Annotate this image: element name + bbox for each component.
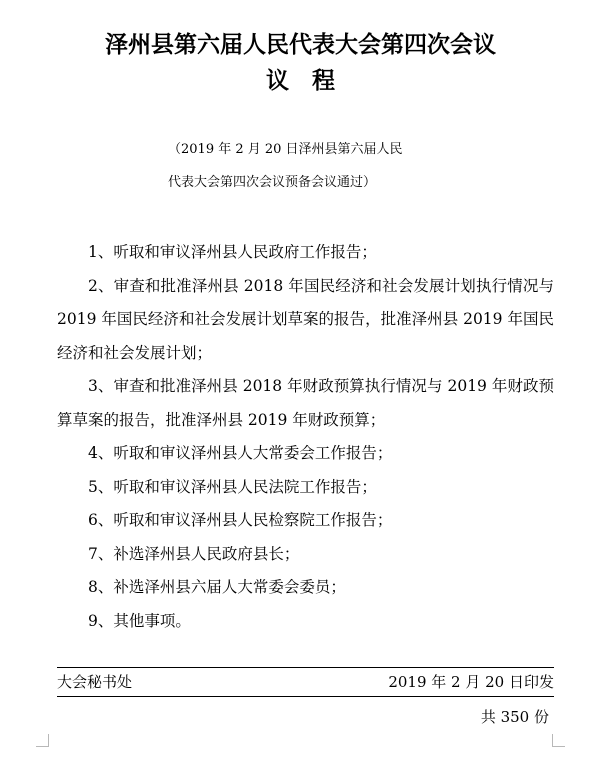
approval-note-line-2: 代表大会第四次会议预备会议通过） xyxy=(168,175,377,190)
agenda-item-8: 8、补选泽州县六届人大常委会委员； xyxy=(88,578,346,596)
footer-issuer: 大会秘书处 xyxy=(57,673,133,691)
agenda-item-4: 4、听取和审议泽州县人大常委会工作报告； xyxy=(88,444,393,462)
approval-note-line-1: （2019 年 2 月 20 日泽州县第六届人民 xyxy=(168,142,403,157)
margin-marker-right xyxy=(552,734,565,747)
margin-marker-left xyxy=(36,734,49,747)
agenda-item-1: 1、听取和审议泽州县人民政府工作报告； xyxy=(88,243,377,261)
agenda-item-2: 2、审查和批准泽州县 2018 年国民经济和社会发展计划执行情况与 2019 年国民经济和社会发展计划草案的报告，批准泽州县 2019 年国民经济和社会发展计划； xyxy=(57,276,554,362)
footer-bottom-rule xyxy=(57,696,554,697)
document-subtitle: 议 程 xyxy=(266,67,335,94)
agenda-item-9: 9、其他事项。 xyxy=(88,611,191,630)
footer-print-date: 2019 年 2 月 20 日印发 xyxy=(388,673,554,691)
footer-top-rule xyxy=(57,667,554,668)
document-title: 泽州县第六届人民代表大会第四次会议 xyxy=(105,31,496,58)
agenda-item-6: 6、听取和审议泽州县人民检察院工作报告； xyxy=(88,511,393,529)
agenda-list xyxy=(57,236,554,638)
agenda-item-3: 3、审查和批准泽州县 2018 年财政预算执行情况与 2019 年财政预算草案的报告，批准泽州县 2019 年财政预算； xyxy=(57,377,554,429)
copies-count: 共 350 份 xyxy=(480,708,549,726)
agenda-item-7: 7、补选泽州县人民政府县长； xyxy=(88,544,300,563)
agenda-item-5: 5、听取和审议泽州县人民法院工作报告； xyxy=(88,477,377,496)
